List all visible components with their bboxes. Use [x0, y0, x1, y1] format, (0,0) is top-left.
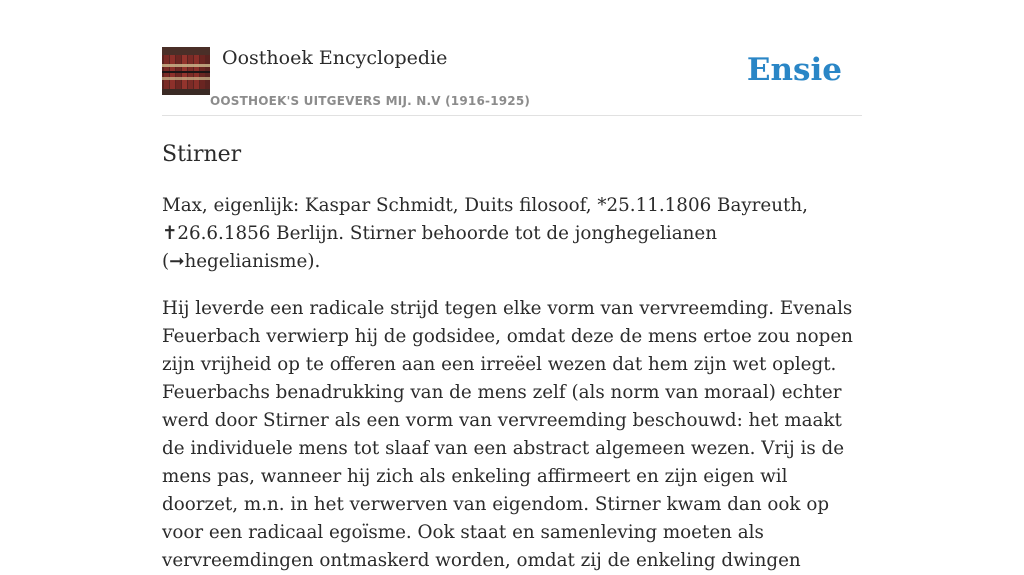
body-paragraph: Hij leverde een radicale strijd tegen elke vorm van vervreemding. Evenals Feuerbach verwierp hij de godsidee, omdat deze de mens ertoe zou nopen zijn vrijheid op te offeren aan een irreëel wezen dat hem zijn wet oplegt. Feuerbachs benadrukking van de mens zelf (als norm van moraal) echter werd door Stirner als een vorm van vervreemding beschouwd: het maakt de individuele mens tot slaaf van een abstract algemeen wezen. Vrij is de mens pas, wanneer hij zich als enkeling affirmeert en zijn eigen wil doorzet, m.n. in het verwerven van eigendom. Stirner kwam dan ook op voor een radicaal egoïsme. Ook staat en samenleving moeten als vervreemdingen ontmaskerd worden, omdat zij de enkeling dwingen: [162, 298, 853, 571]
hegelianisme-link[interactable]: ➞hegelianisme: [169, 251, 308, 272]
source-header: [162, 46, 862, 116]
intro-text-after-link: ).: [307, 251, 321, 272]
article-title: Stirner: [162, 142, 242, 167]
source-avatar[interactable]: [162, 47, 210, 95]
article-page: [162, 0, 862, 575]
source-subtitle: OOSTHOEK'S UITGEVERS MIJ. N.V (1916-1925): [210, 94, 531, 108]
source-title[interactable]: Oosthoek Encyclopedie: [222, 47, 448, 69]
encyclopedia-books-icon: [162, 47, 210, 95]
ensie-logo-link[interactable]: Ensie: [746, 52, 842, 88]
intro-paragraph: [162, 192, 862, 276]
intro-text-before-link: Max, eigenlijk: Kaspar Schmidt, Duits filosoof, *25.11.1806 Bayreuth, ✝26.6.1856 Berlijn. Stirner behoorde tot de jonghegelianen (: [162, 195, 808, 272]
